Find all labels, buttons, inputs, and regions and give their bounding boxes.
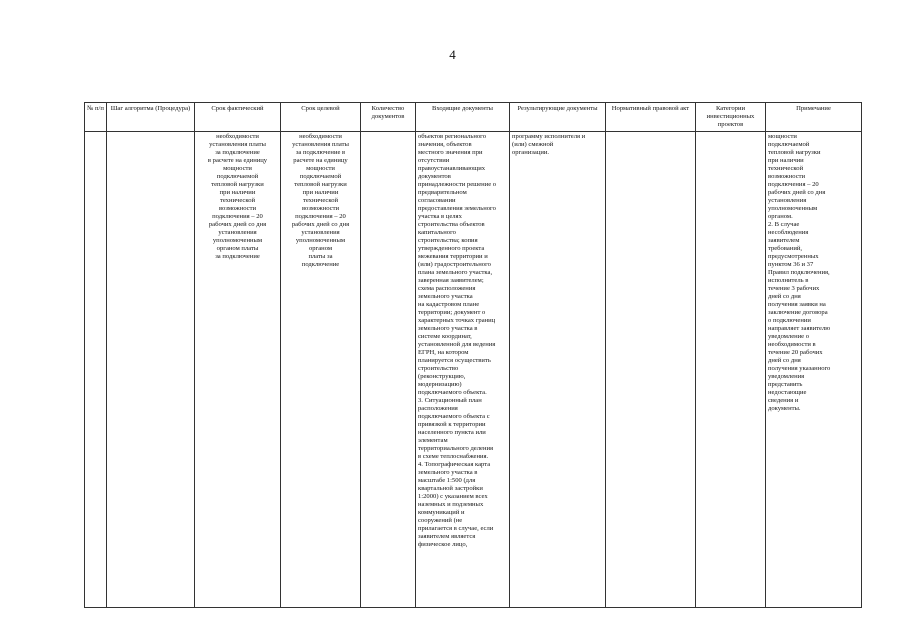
cell-text-line: подключаемого объекта с [418, 413, 490, 420]
cell-text-line: заверенная заявителем; [418, 277, 484, 284]
cell-text-line: подключения – 20 [768, 181, 819, 188]
cell-text-line: физическое лицо, [418, 541, 468, 548]
cell-text-line: расположения [418, 405, 458, 412]
header-number: № п/п [85, 103, 107, 132]
cell-text-line: строительство [418, 365, 459, 372]
header-notes: Примечание [766, 103, 862, 132]
cell-text-line: уведомления [768, 373, 805, 380]
cell-text-line: мощности [223, 165, 252, 172]
cell-text-line: 3. Ситуационный план [418, 397, 482, 404]
cell-text-line: недостающие [768, 389, 807, 396]
cell-text-line: заявителем [768, 237, 800, 244]
cell-text-line: подключения – 20 [212, 213, 263, 220]
cell-number [85, 132, 107, 608]
cell-text-line: строительства; копия [418, 237, 478, 244]
page-number: 4 [449, 47, 456, 62]
cell-text-line: за подключение [215, 149, 260, 156]
cell-text-line: тепловой нагрузки [211, 181, 264, 188]
cell-text-line: предоставления земельного [418, 205, 496, 212]
cell-text-line: течение 20 рабочих [768, 349, 823, 356]
cell-text-line: установленной для ведения [418, 341, 496, 348]
cell-text-line: необходимости в [768, 341, 816, 348]
cell-text-line: на кадастровом плане [418, 301, 480, 308]
cell-text-line: дней со дня [768, 293, 801, 300]
cell-notes [766, 132, 862, 608]
header-doc-count: Количество документов [361, 103, 416, 132]
cell-text-line: о подключении [768, 317, 811, 324]
cell-text-line: необходимости [216, 133, 259, 140]
cell-text-line: направляет заявителю [768, 325, 831, 332]
cell-text-line: в расчете на единицу [207, 157, 268, 164]
header-target-term: Срок целевой [281, 103, 361, 132]
cell-text-line: установления [768, 197, 807, 204]
cell-text-line: системе координат, [418, 333, 472, 340]
cell-text-line: сооружений (не [418, 517, 463, 524]
cell-text-line: при наличии [302, 189, 339, 196]
cell-text-line: исполнитель в [768, 277, 809, 284]
cell-text-line: возможности [301, 205, 340, 212]
cell-text-line: (или) смежной [512, 141, 554, 148]
cell-text-line: технической [302, 197, 339, 204]
cell-text-line: организации. [512, 149, 550, 156]
cell-text-line: технической [219, 197, 256, 204]
cell-text-line: технической [768, 165, 804, 172]
cell-text-line: возможности [768, 173, 806, 180]
cell-text-line: наземных и подземных [418, 501, 484, 508]
header-incoming-docs: Входящие документы [416, 103, 510, 132]
cell-text-line: получения заявки на [768, 301, 826, 308]
cell-text-line: мощности [306, 165, 335, 172]
cell-text-line: правоустанавливающих [418, 165, 486, 172]
cell-text-line: модернизацию) [418, 381, 462, 388]
cell-text-line: (реконструкцию, [418, 373, 466, 380]
cell-text-line: уполномоченным [295, 237, 346, 244]
cell-text-line: земельного участка [418, 293, 473, 300]
cell-text-line: значения, объектов [418, 141, 472, 148]
cell-step [107, 132, 195, 608]
cell-text-line: предварительном [418, 189, 467, 196]
cell-text-line: несоблюдения [768, 229, 809, 236]
cell-text-line: за подключение [215, 253, 260, 260]
cell-text-line: за подключение в [295, 149, 346, 156]
cell-text-line: рабочих дней со дня [291, 221, 350, 228]
cell-text-line: квартальной застройки [418, 485, 483, 492]
cell-text-line: установления платы [209, 141, 266, 148]
cell-text-line: подключение [301, 261, 340, 268]
cell-text-line: требований, [768, 245, 803, 252]
cell-text-line: органом [308, 245, 333, 252]
cell-text-line: коммуникаций и [418, 509, 465, 516]
cell-text-line: уведомление о [768, 333, 810, 340]
cell-text-line: подключаемого объекта. [418, 389, 487, 396]
cell-text-line: местного значения при [418, 149, 483, 156]
cell-text-line: заключение договора [768, 309, 828, 316]
cell-text-line: территориального деления [418, 445, 494, 452]
cell-text-line: объектов регионального [418, 133, 487, 140]
cell-text-line: схема расположения [418, 285, 476, 292]
algorithm-table [84, 102, 862, 608]
cell-text-line: представить [768, 381, 803, 388]
cell-text-line: платы за [308, 253, 333, 260]
cell-result-docs [510, 132, 606, 608]
cell-text-line: подключаемой [216, 173, 259, 180]
header-categories: Категории инвестиционных проектов [696, 103, 766, 132]
cell-text-line: элементам [418, 437, 448, 444]
cell-text-line: капитального [418, 229, 456, 236]
cell-text-line: органом платы [216, 245, 259, 252]
cell-text-line: 2. В случае [768, 221, 800, 228]
table-row [85, 132, 862, 608]
cell-text-line: рабочих дней со дня [208, 221, 267, 228]
cell-text-line: программу исполнителя и [512, 133, 586, 140]
cell-text-line: рабочих дней со дня [768, 189, 826, 196]
cell-text-line: масштабе 1:500 (для [418, 477, 476, 484]
header-step: Шаг алгоритма (Процедура) [107, 103, 195, 132]
cell-text-line: 1:2000) с указанием всех [418, 493, 488, 500]
cell-text-line: тепловой нагрузки [294, 181, 347, 188]
cell-text-line: земельного участка в [418, 325, 478, 332]
cell-incoming-docs [416, 132, 510, 608]
cell-text-line: прилагается в случае, если [418, 525, 494, 532]
cell-text-line: отсутствии [418, 157, 450, 164]
cell-text-line: привязкой к территории [418, 421, 486, 428]
cell-text-line: земельного участка в [418, 469, 478, 476]
cell-text-line: необходимости [299, 133, 342, 140]
cell-text-line: подключаемой [768, 141, 810, 148]
cell-text-line: расчете на единицу [293, 157, 348, 164]
cell-text-line: утвержденного проекта [418, 245, 485, 252]
table-header-row [85, 103, 862, 132]
cell-text-line: мощности [768, 133, 797, 140]
cell-text-line: уполномоченным [768, 205, 818, 212]
cell-text-line: органом. [768, 213, 793, 220]
cell-text-line: плана земельного участка, [418, 269, 493, 276]
cell-legal-act [606, 132, 696, 608]
cell-text-line: возможности [218, 205, 257, 212]
cell-text-line: документов [418, 173, 451, 180]
cell-text-line: течение 3 рабочих [768, 285, 820, 292]
cell-text-line: установления [218, 229, 257, 236]
cell-text-line: подключаемой [299, 173, 342, 180]
cell-text-line: 4. Топографическая карта [418, 461, 491, 468]
header-actual-term: Срок фактический [195, 103, 281, 132]
cell-text-line: характерных точках границ [418, 317, 496, 324]
cell-text-line: тепловой нагрузки [768, 149, 821, 156]
cell-doc-count [361, 132, 416, 608]
cell-text-line: сведения и [768, 397, 799, 404]
cell-text-line: участка в целях [418, 213, 462, 220]
cell-text-line: уполномоченным [212, 237, 263, 244]
cell-text-line: предусмотренных [768, 253, 819, 260]
cell-text-line: принадлежности решение о [418, 181, 497, 188]
cell-text-line: документы. [768, 405, 801, 412]
header-result-docs: Результирующие документы [510, 103, 606, 132]
cell-text-line: планируется осуществить [418, 357, 491, 364]
cell-text-line: в схеме теплоснабжения. [418, 453, 489, 460]
cell-text-line: пунктом 36 и 37 [768, 261, 814, 268]
cell-text-line: населенного пункта или [418, 429, 486, 436]
cell-text-line: при наличии [768, 157, 804, 164]
cell-text-line: ЕГРН, на котором [418, 349, 469, 356]
header-legal-act: Нормативный правовой акт [606, 103, 696, 132]
cell-text-line: согласовании [418, 197, 456, 204]
cell-categories [696, 132, 766, 608]
cell-text-line: установления [301, 229, 340, 236]
cell-target-term [281, 132, 361, 608]
cell-actual-term [195, 132, 281, 608]
cell-text-line: строительства объектов [418, 221, 485, 228]
cell-text-line: (или) градостроительного [418, 261, 491, 268]
cell-text-line: дней со дня [768, 357, 801, 364]
cell-text-line: установления платы [292, 141, 349, 148]
cell-text-line: при наличии [219, 189, 256, 196]
cell-text-line: заявителем является [418, 533, 476, 540]
cell-text-line: получения указанного [768, 365, 831, 372]
cell-text-line: Правил подключения, [768, 269, 830, 276]
cell-text-line: территории; документ о [418, 309, 486, 316]
cell-text-line: подключения – 20 [295, 213, 346, 220]
cell-text-line: межевания территории и [418, 253, 488, 260]
